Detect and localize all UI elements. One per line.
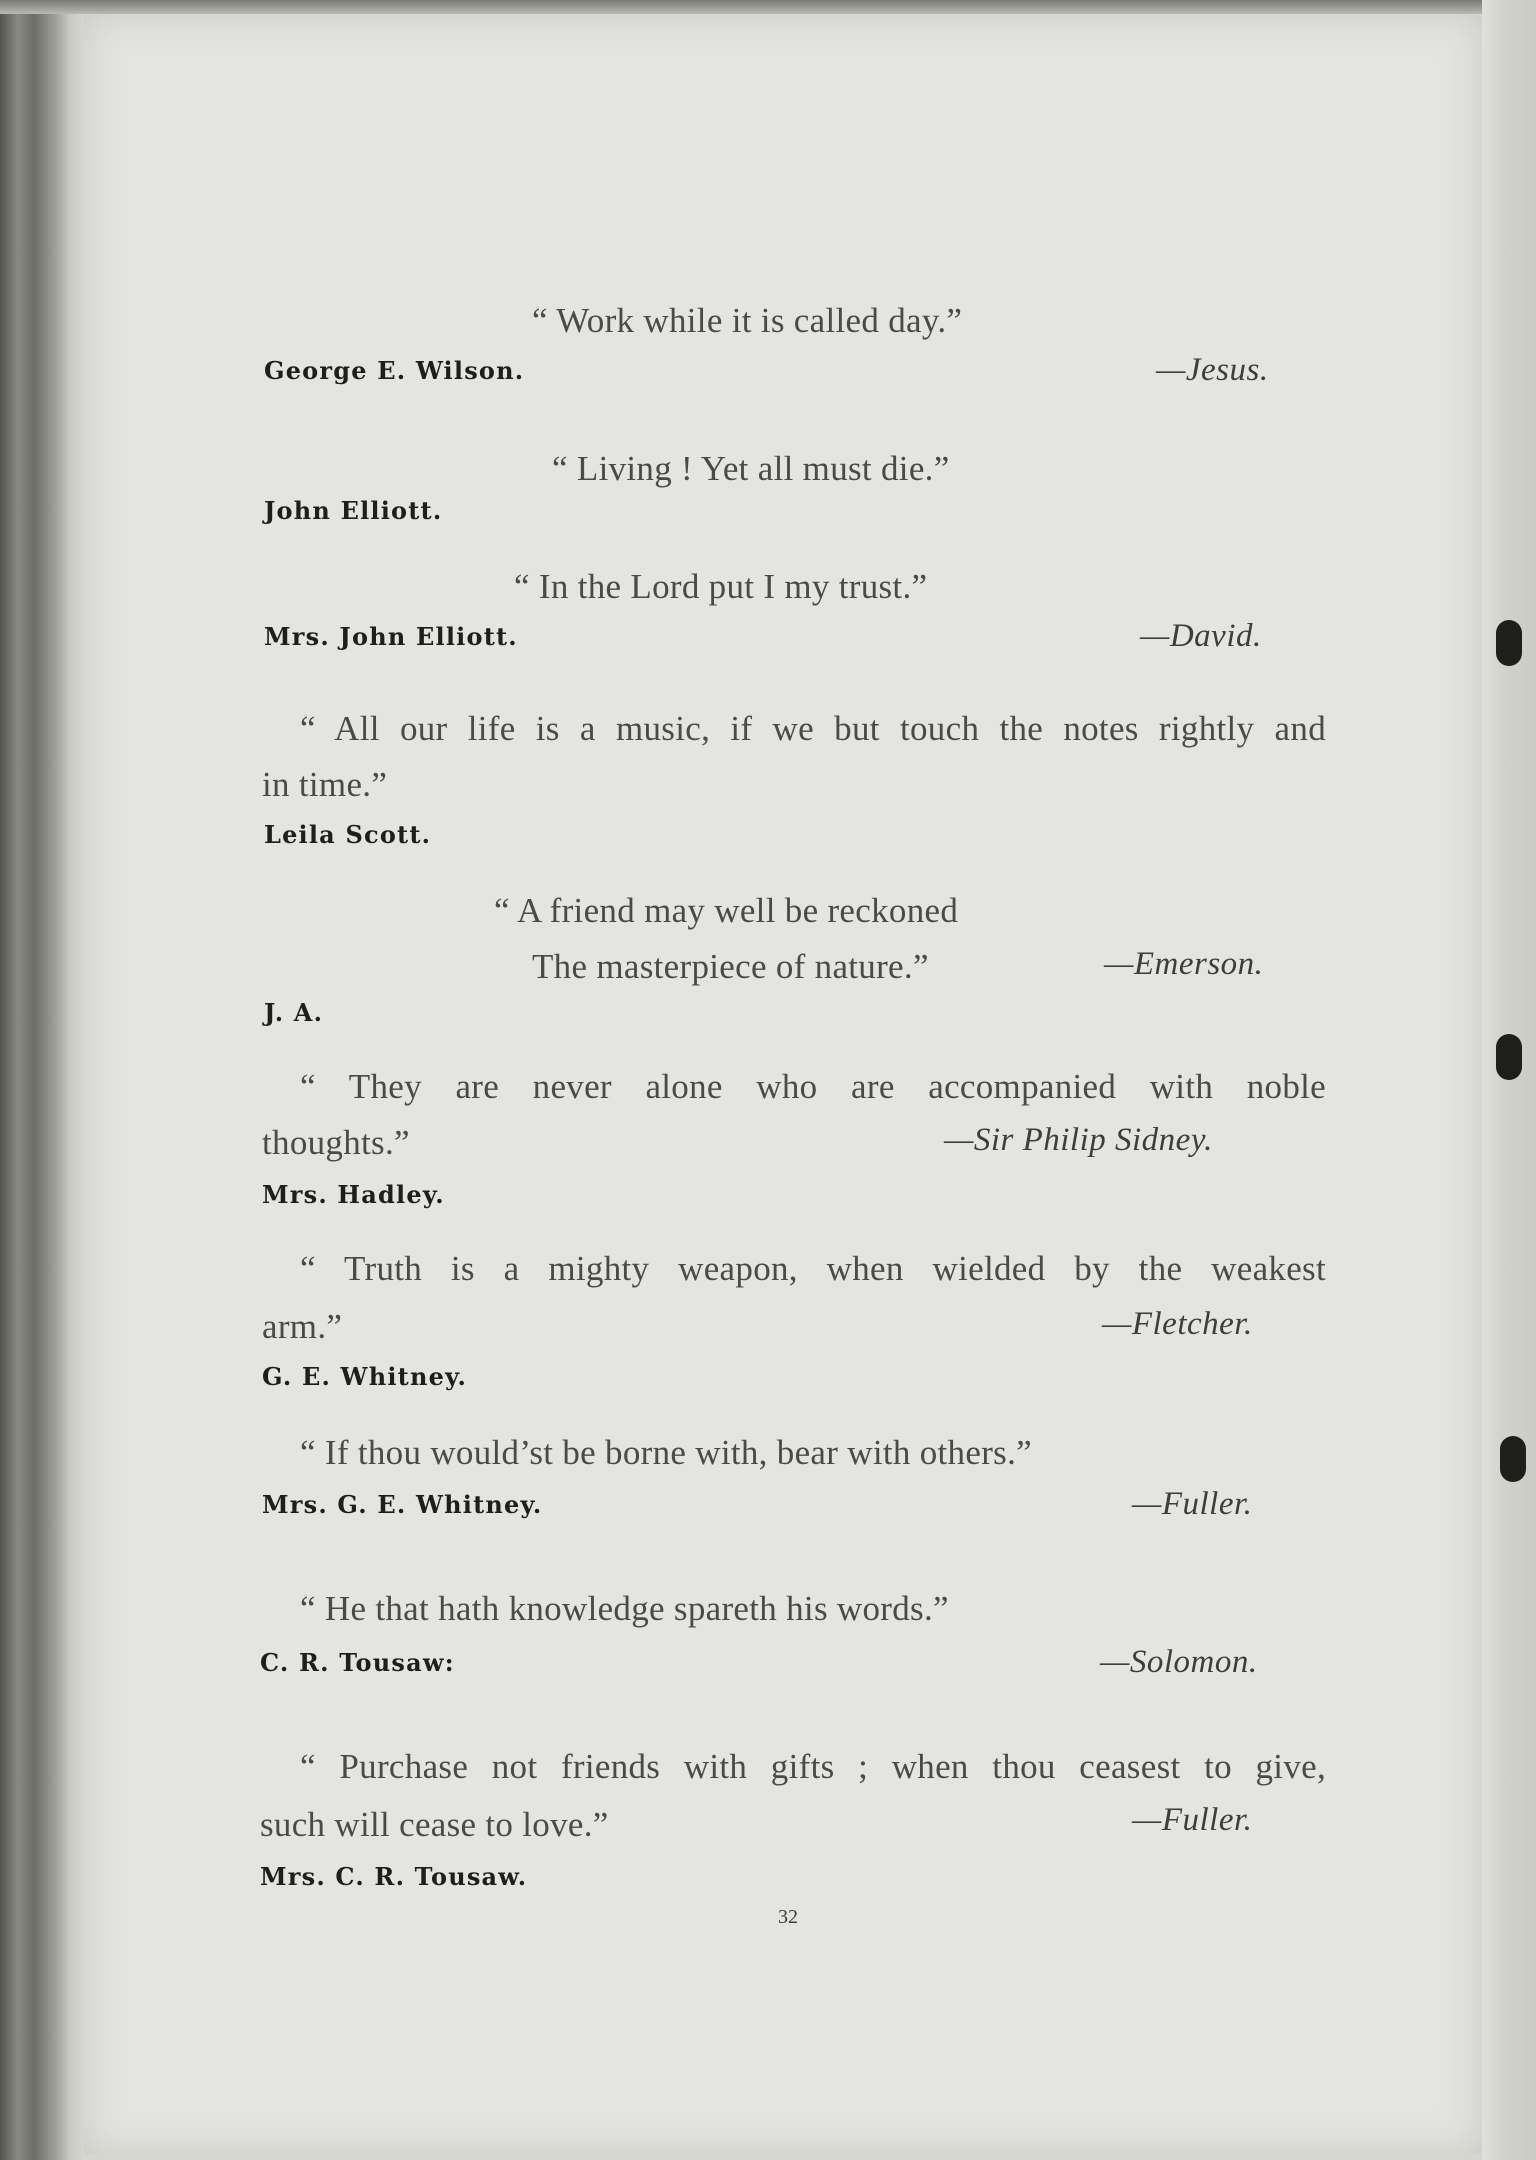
quote-line: “ Purchase not friends with gifts ; when thou ceasest to give,	[300, 1747, 1326, 1786]
contributor-name: Mrs. Hadley.	[262, 1180, 445, 1209]
quote-line: “ Work while it is called day.”	[532, 301, 963, 340]
contributor-name: John Elliott.	[264, 496, 443, 525]
contributor-name: Mrs. G. E. Whitney.	[262, 1490, 543, 1519]
quote-line: thoughts.”	[262, 1123, 410, 1162]
quote-line: such will cease to love.”	[260, 1805, 609, 1844]
quote-line: “ All our life is a music, if we but touch the notes rightly and	[300, 709, 1326, 748]
quote-line: arm.”	[262, 1307, 343, 1346]
contributor-name: J. A.	[264, 998, 324, 1027]
contributor-name: Mrs. C. R. Tousaw.	[260, 1862, 528, 1891]
quote-attribution: —Jesus.	[1156, 352, 1269, 388]
quote-line: “ If thou would’st be borne with, bear with others.”	[300, 1433, 1032, 1472]
quote-line: The masterpiece of nature.”	[532, 947, 929, 986]
quote-line: “ In the Lord put I my trust.”	[514, 567, 928, 606]
quote-line: in time.”	[262, 765, 388, 804]
contributor-name: George E. Wilson.	[264, 356, 525, 385]
page-number: 32	[778, 1906, 798, 1928]
quote-attribution: —Fuller.	[1132, 1486, 1253, 1522]
quote-attribution: —Fletcher.	[1102, 1306, 1253, 1342]
quote-attribution: —Solomon.	[1100, 1644, 1258, 1680]
quote-line: “ A friend may well be reckoned	[494, 891, 959, 930]
contributor-name: Leila Scott.	[264, 820, 432, 849]
contributor-name: G. E. Whitney.	[262, 1362, 468, 1391]
contributor-name: C. R. Tousaw:	[260, 1648, 455, 1677]
quote-attribution: —Sir Philip Sidney.	[944, 1122, 1213, 1158]
quote-line: “ They are never alone who are accompanied with noble	[300, 1067, 1326, 1106]
quote-line: “ He that hath knowledge spareth his words.”	[300, 1589, 949, 1628]
contributor-name: Mrs. John Elliott.	[264, 622, 518, 651]
quote-attribution: —Emerson.	[1104, 946, 1264, 982]
quote-line: “ Living ! Yet all must die.”	[552, 449, 950, 488]
quote-attribution: —Fuller.	[1132, 1802, 1253, 1838]
quote-attribution: —David.	[1140, 618, 1262, 654]
quote-line: “ Truth is a mighty weapon, when wielded by the weakest	[300, 1249, 1326, 1288]
